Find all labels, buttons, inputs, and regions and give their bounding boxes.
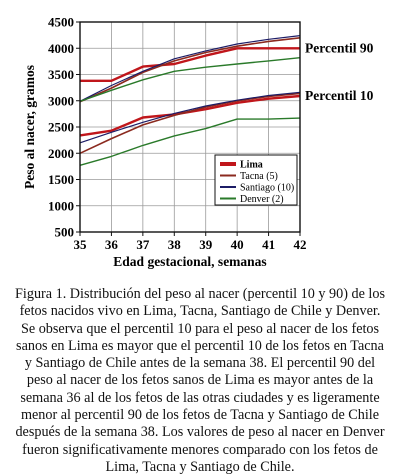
y-tick-label: 500 (54, 224, 74, 240)
x-axis-ticks (74, 232, 307, 252)
legend-label: Denver (2) (240, 194, 284, 205)
x-tick-label: 41 (262, 237, 276, 252)
y-tick-label: 3500 (48, 67, 74, 82)
caption-label: Figura 1. (15, 286, 67, 302)
caption-text: Distribución del peso al nacer (percentil 10 y 90) de los fetos nacidos vivo en Lima, Tacna, Santiago de Chile y Denver. Se observa que el percentil 10 para el peso al nacer de los fetos sanos en Lima es mayor que el percentil 10 de los fetos en Tacna y Santiago de Chile antes de la semana 38. El percentil 90 del peso al nacer de los fetos sanos de Lima es mayor antes de la semana 36 al de los fetos de las otras ciudades y es ligeramente menor al percentil 90 de los fetos de Tacna y Santiago de Chile después de la semana 38. Los valores de peso al nacer en Denver fueron significativamente menores comparado con los fetos de Lima, Tacna y Santiago de Chile. (15, 286, 385, 475)
series-line-santiago-p90 (80, 36, 300, 102)
legend-label: Tacna (5) (240, 171, 278, 182)
chart-legend (215, 155, 297, 205)
x-axis-label: Edad gestacional, semanas (113, 254, 267, 269)
x-tick-label: 42 (293, 237, 307, 252)
legend-label: Santiago (10) (240, 182, 295, 194)
legend-label: Lima (240, 159, 263, 171)
x-tick-label: 37 (136, 237, 150, 252)
y-axis-ticks (48, 15, 80, 240)
annotation-percentil-90: Percentil 90 (305, 40, 374, 56)
y-tick-label: 3000 (48, 93, 74, 109)
x-tick-label: 35 (73, 237, 87, 252)
series-line-tacna-p10 (80, 93, 300, 153)
y-axis-label: Peso al nacer, gramos (22, 65, 37, 189)
y-tick-label: 1000 (48, 198, 74, 214)
x-tick-label: 40 (230, 237, 244, 252)
annotation-percentil-10: Percentil 10 (305, 88, 374, 104)
y-tick-label: 2000 (48, 145, 74, 161)
x-tick-label: 39 (199, 237, 213, 252)
figure-caption (14, 286, 386, 476)
y-tick-label: 4000 (48, 40, 74, 56)
series-line-lima-p90 (80, 48, 300, 81)
x-tick-label: 38 (167, 237, 181, 252)
x-tick-label: 36 (104, 237, 118, 252)
y-tick-label: 1500 (48, 172, 74, 187)
y-tick-label: 4500 (48, 14, 74, 30)
series-line-lima-p10 (80, 96, 300, 135)
y-tick-label: 2500 (48, 119, 74, 135)
